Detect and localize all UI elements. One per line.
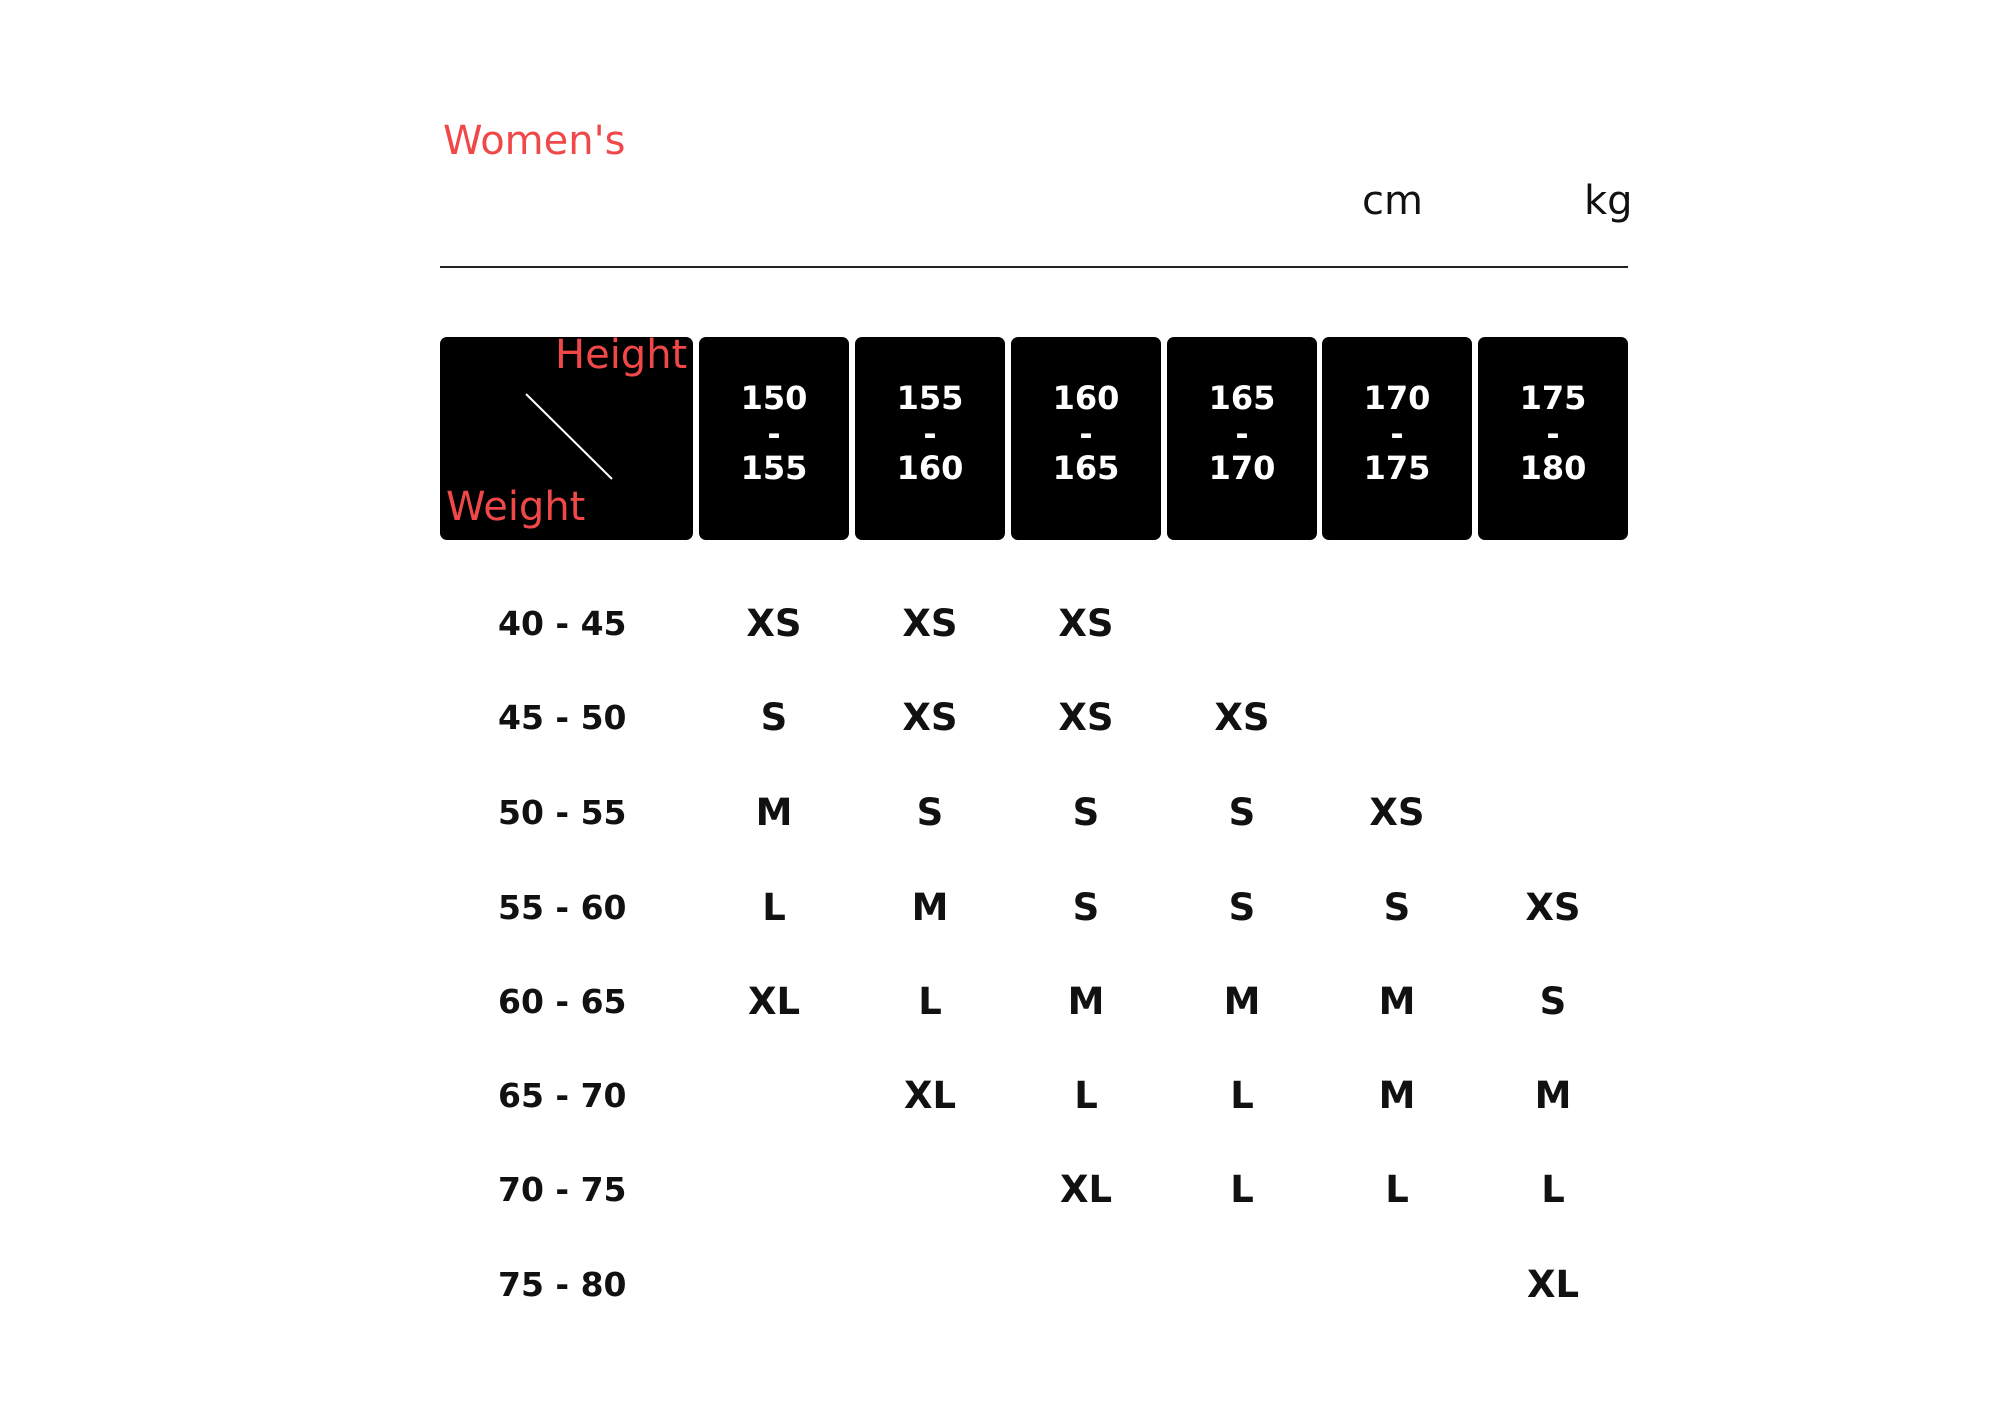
size-cell: L — [1541, 1168, 1565, 1211]
height-to: 170 — [1208, 449, 1276, 487]
weight-range-label: 60 - 65 — [498, 982, 627, 1021]
height-range-dash: - — [923, 415, 937, 453]
weight-range-label: 75 - 80 — [498, 1265, 627, 1304]
size-cell: S — [1072, 791, 1100, 834]
height-header-cell — [855, 337, 1005, 540]
height-from: 160 — [1052, 379, 1120, 417]
diagonal-divider — [524, 392, 614, 482]
weight-range-label: 45 - 50 — [498, 698, 627, 737]
size-cell: XS — [902, 602, 958, 645]
height-to: 160 — [896, 449, 964, 487]
weight-range-label: 55 - 60 — [498, 888, 627, 927]
size-cell: S — [916, 791, 944, 834]
size-cell: XS — [746, 602, 802, 645]
size-cell: L — [762, 886, 786, 929]
size-cell: M — [911, 886, 949, 929]
height-from: 155 — [896, 379, 964, 417]
height-header-cell — [1011, 337, 1161, 540]
height-to: 175 — [1363, 449, 1431, 487]
size-cell: S — [1228, 886, 1256, 929]
header-divider — [440, 266, 1628, 268]
size-cell: XS — [1058, 696, 1114, 739]
size-cell: L — [1385, 1168, 1409, 1211]
size-cell: XS — [1369, 791, 1425, 834]
size-cell: XS — [902, 696, 958, 739]
height-to: 165 — [1052, 449, 1120, 487]
size-cell: S — [760, 696, 788, 739]
height-header-cell — [1167, 337, 1317, 540]
size-cell: M — [1067, 980, 1105, 1023]
height-header-cell — [699, 337, 849, 540]
chart-title: Women's — [443, 118, 626, 164]
size-cell: XL — [903, 1074, 957, 1117]
size-cell: S — [1072, 886, 1100, 929]
height-range-dash: - — [767, 415, 781, 453]
weight-range-label: 65 - 70 — [498, 1076, 627, 1115]
size-cell: M — [1223, 980, 1261, 1023]
height-header-cell — [1478, 337, 1628, 540]
size-cell: S — [1383, 886, 1411, 929]
size-cell: L — [1074, 1074, 1098, 1117]
weight-range-label: 70 - 75 — [498, 1170, 627, 1209]
size-cell: M — [1534, 1074, 1572, 1117]
size-cell: XS — [1058, 602, 1114, 645]
height-from: 150 — [740, 379, 808, 417]
size-cell: S — [1228, 791, 1256, 834]
height-range-dash: - — [1546, 415, 1560, 453]
size-cell: L — [918, 980, 942, 1023]
height-from: 170 — [1363, 379, 1431, 417]
height-header-cell — [1322, 337, 1472, 540]
size-cell: S — [1539, 980, 1567, 1023]
height-to: 180 — [1519, 449, 1587, 487]
height-from: 175 — [1519, 379, 1587, 417]
weight-unit: kg — [1584, 178, 1633, 224]
weight-range-label: 50 - 55 — [498, 793, 627, 832]
height-range-dash: - — [1079, 415, 1093, 453]
size-cell: XS — [1214, 696, 1270, 739]
size-cell: XS — [1525, 886, 1581, 929]
height-range-dash: - — [1235, 415, 1249, 453]
height-range-dash: - — [1390, 415, 1404, 453]
size-cell: M — [1378, 980, 1416, 1023]
size-cell: XL — [1526, 1263, 1580, 1306]
height-from: 165 — [1208, 379, 1276, 417]
size-cell: M — [755, 791, 793, 834]
height-unit: cm — [1362, 178, 1423, 224]
weight-axis-label: Weight — [446, 484, 586, 530]
height-to: 155 — [740, 449, 808, 487]
size-cell: L — [1230, 1168, 1254, 1211]
size-cell: XL — [1059, 1168, 1113, 1211]
size-cell: XL — [747, 980, 801, 1023]
size-cell: L — [1230, 1074, 1254, 1117]
weight-range-label: 40 - 45 — [498, 604, 627, 643]
height-axis-label: Height — [555, 332, 688, 378]
size-cell: M — [1378, 1074, 1416, 1117]
